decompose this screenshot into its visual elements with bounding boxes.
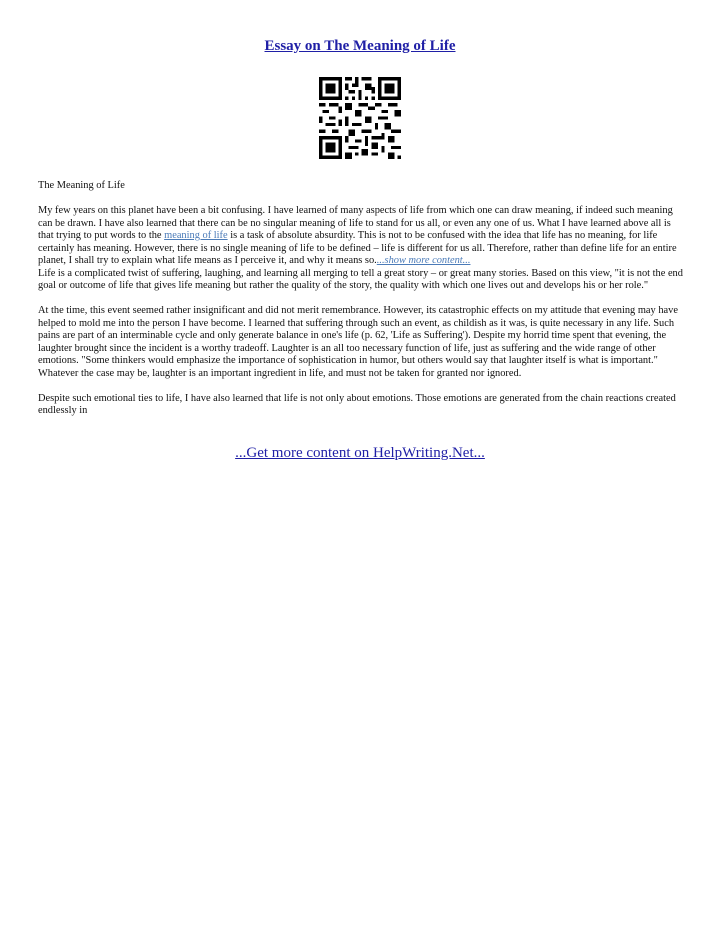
essay-heading: The Meaning of Life bbox=[38, 180, 125, 191]
essay-paragraph-1 bbox=[38, 205, 684, 293]
essay-paragraph-3: Despite such emotional ties to life, I have also learned that life is not only about emotions. Those emotions are generated from the chain reactions created endlessly in bbox=[38, 392, 676, 416]
paragraph-1-continuation: Life is a complicated twist of suffering, laughing, and learning all merging to tell a great story – or great many stories. Based on this view, "it is not the end goal or outcome of life that gives life meaning but rather the quality of the story, the quality with which one lives out and develops his or her role." bbox=[38, 267, 683, 291]
meaning-of-life-link[interactable]: meaning of life bbox=[164, 230, 228, 241]
document-title bbox=[0, 38, 720, 55]
paragraph-1-text-start: My few years on this planet have been a bit confusing. I have learned of many aspects of life from which one can draw meaning, if indeed such meaning can be drawn. I have also learned that there can be no singular meaning of life to stand for us all, or even any one of us. What I have learned above all is that trying to put words to the bbox=[38, 205, 673, 241]
title-link[interactable]: Essay on The Meaning of Life bbox=[264, 38, 456, 54]
essay-paragraph-2: At the time, this event seemed rather insignificant and did not merit remembrance. However, its catastrophic effects on my attitude that evening may have helped to mold me into the person I have become. I learned that suffering through such an event, as childish as it was, is quite necessary in any life. Such pains are part of an interminable cycle and only generate balance in one's life (p. 62, 'Life as Suffering'). Despite my horrid time spent that evening, the laughter brought since the incident is a worthy tradeoff. Laughter is an all too necessary function of life, just as suffering and the wide range of other emotions. "Some thinkers would emphasize the importance of sophistication in humor, but others would say that laughter itself is what is important." Whatever the case may be, laughter is an important ingredient in life, and must not be taken for granted nor ignored. bbox=[38, 305, 678, 379]
show-more-content-link[interactable]: ...show more content... bbox=[376, 255, 471, 266]
get-more-content-link[interactable]: ...Get more content on HelpWriting.Net... bbox=[235, 445, 485, 461]
qr-code-icon bbox=[319, 77, 401, 159]
get-more-content bbox=[0, 445, 720, 462]
essay-body bbox=[38, 180, 684, 430]
paragraph-1-text-end: is a task of absolute absurdity. This is not to be confused with the idea that life has no meaning, for life certainly has meaning. However, there is no single meaning of life to be defined – life is different for us all. Therefore, rather than define life for an entire planet, I shall try to explain what life means as I perceive it, and why it means so. bbox=[38, 230, 677, 266]
